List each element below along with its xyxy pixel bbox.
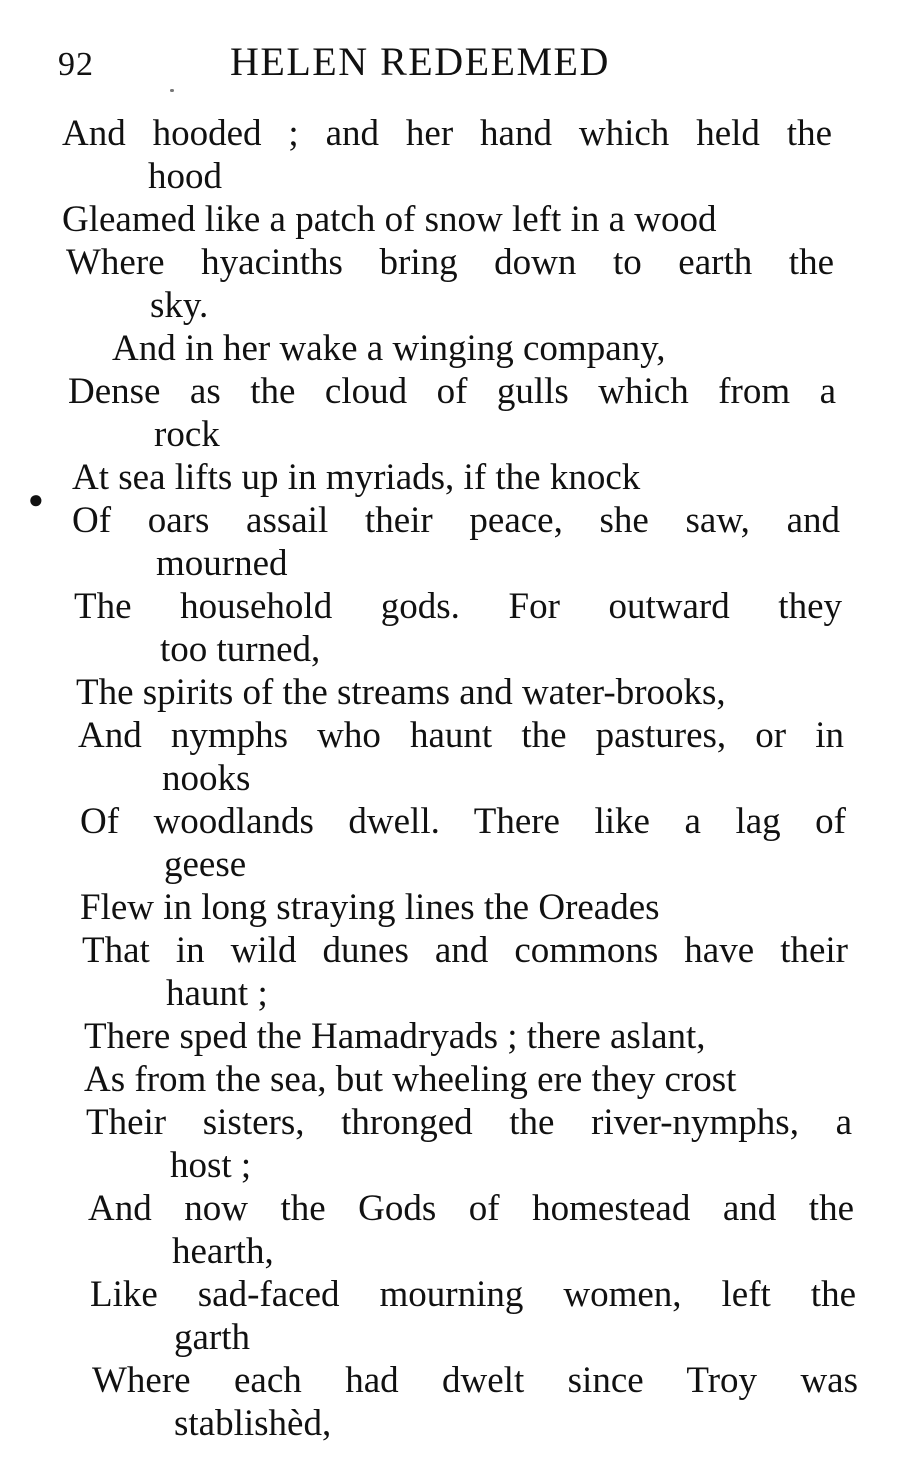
page-number: 92: [58, 46, 94, 83]
poem-line: Their sisters, thronged the river-nymphs, a: [86, 1102, 852, 1143]
print-speck: [170, 89, 174, 92]
poem-line: And in her wake a winging company,: [112, 328, 666, 369]
poem-line: And nymphs who haunt the pastures, or in: [78, 715, 844, 756]
poem-line: Like sad-faced mourning women, left the: [90, 1274, 856, 1315]
poem-line: Gleamed like a patch of snow left in a wood: [62, 199, 717, 240]
poem-line: At sea lifts up in myriads, if the knock: [72, 457, 641, 498]
poem-line: The household gods. For outward they: [74, 586, 842, 627]
poem-line: There sped the Hamadryads ; there aslant,: [84, 1016, 706, 1057]
poem-line: As from the sea, but wheeling ere they crost: [84, 1059, 737, 1100]
poem-line-continuation: too turned,: [160, 629, 321, 670]
poem-line: And hooded ; and her hand which held the: [62, 113, 832, 154]
poem-line-continuation: sky.: [150, 285, 209, 326]
poem-line: Where hyacinths bring down to earth the: [66, 242, 834, 283]
poem-line-continuation: host ;: [170, 1145, 252, 1186]
poem-line-continuation: hearth,: [172, 1231, 274, 1272]
poem-line: Flew in long straying lines the Oreades: [80, 887, 660, 928]
poem-line-continuation: stablishèd,: [174, 1403, 332, 1444]
poem-line-continuation: garth: [174, 1317, 251, 1358]
page-header: [0, 38, 900, 88]
poem-line: Of woodlands dwell. There like a lag of: [80, 801, 846, 842]
poem-line-continuation: nooks: [162, 758, 251, 799]
poem-line-continuation: rock: [154, 414, 220, 455]
poem-line: Of oars assail their peace, she saw, and: [72, 500, 840, 541]
poem-text: [0, 112, 900, 1445]
poem-line: That in wild dunes and commons have their: [82, 930, 848, 971]
poem-line: The spirits of the streams and water-brooks,: [76, 672, 726, 713]
poem-line-continuation: geese: [164, 844, 247, 885]
poem-line: Where each had dwelt since Troy was: [92, 1360, 858, 1401]
poem-line-continuation: haunt ;: [166, 973, 268, 1014]
margin-mark-icon: ●: [28, 485, 44, 514]
running-title: HELEN REDEEMED: [230, 39, 610, 84]
poem-line-continuation: mourned: [156, 543, 288, 584]
poem-line-continuation: hood: [148, 156, 222, 197]
poem-line: And now the Gods of homestead and the: [88, 1188, 854, 1229]
poem-line: Dense as the cloud of gulls which from a: [68, 371, 836, 412]
